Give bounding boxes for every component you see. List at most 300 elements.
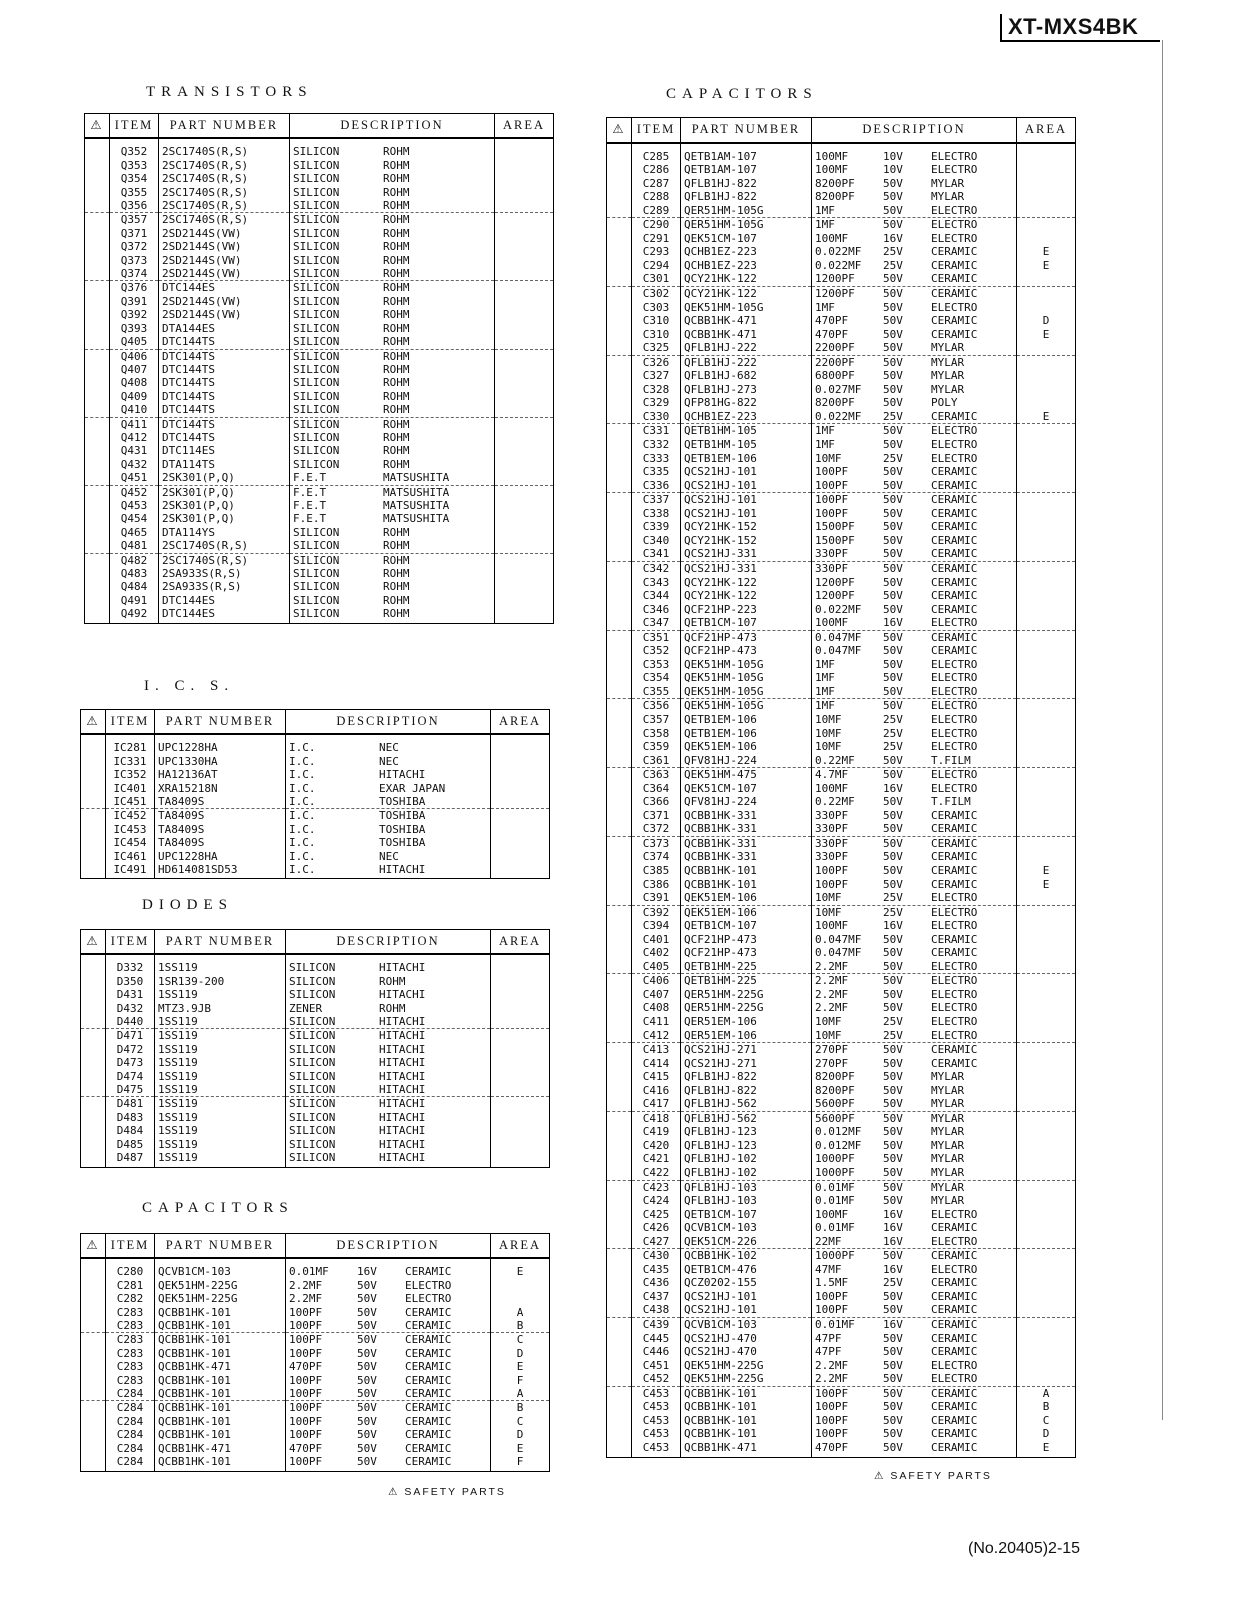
description-cell <box>290 199 495 213</box>
voltage-rating: 50V <box>883 300 903 314</box>
description-cell <box>812 822 1017 836</box>
table-row <box>81 1415 550 1428</box>
area-cell <box>1017 163 1076 177</box>
voltage-rating: 50V <box>883 1097 903 1111</box>
description-cell <box>290 138 495 158</box>
safety-mark-cell <box>85 281 110 295</box>
area-cell <box>1017 232 1076 246</box>
capacitor-type: ELECTRO <box>931 657 978 671</box>
table-row <box>607 699 1076 713</box>
capacitor-type: CERAMIC <box>931 245 978 259</box>
area-cell <box>1017 383 1076 397</box>
table-row <box>85 349 554 363</box>
description-cell <box>286 1056 491 1069</box>
item-cell: Q391 <box>110 295 159 308</box>
voltage-rating: 50V <box>357 1428 377 1442</box>
component-type: SILICON <box>293 240 340 254</box>
safety-mark-cell <box>607 960 632 974</box>
voltage-rating: 50V <box>357 1401 377 1415</box>
item-cell: Q482 <box>110 553 159 567</box>
item-cell: D332 <box>106 954 155 974</box>
safety-mark-cell <box>81 1056 106 1069</box>
area-cell <box>495 335 554 349</box>
voltage-rating: 50V <box>883 1070 903 1084</box>
description-cell <box>290 159 495 172</box>
capacitor-type: CERAMIC <box>931 589 978 603</box>
part-number-cell: 1SS119 <box>155 988 286 1001</box>
safety-mark-cell <box>607 974 632 988</box>
part-number-cell: QCBB1HK-101 <box>681 1400 812 1414</box>
part-number-cell: QFLB1HJ-103 <box>681 1180 812 1194</box>
capacitance-value: 0.022MF <box>815 409 862 423</box>
safety-mark-cell <box>81 768 106 781</box>
table-row <box>85 431 554 444</box>
description-cell <box>812 685 1017 699</box>
ics-title: I. C. S. <box>144 678 235 694</box>
description-cell <box>290 363 495 376</box>
safety-mark-cell <box>607 919 632 933</box>
safety-mark-cell <box>607 754 632 768</box>
item-cell: C341 <box>632 547 681 561</box>
description-cell <box>812 1125 1017 1139</box>
voltage-rating: 50V <box>883 1440 903 1454</box>
item-cell: C437 <box>632 1290 681 1304</box>
item-cell: C406 <box>632 974 681 988</box>
safety-mark-cell <box>607 782 632 796</box>
area-cell <box>495 138 554 158</box>
description-cell <box>812 891 1017 905</box>
description-cell <box>812 782 1017 796</box>
safety-mark-cell <box>607 836 632 850</box>
table-row <box>607 177 1076 191</box>
capacitor-type: CERAMIC <box>931 561 978 575</box>
description-cell <box>812 576 1017 590</box>
safety-mark-cell <box>85 471 110 485</box>
area-cell <box>1017 1303 1076 1317</box>
part-number-cell: QCY21HK-122 <box>681 576 812 590</box>
item-cell: D483 <box>106 1111 155 1124</box>
component-type: SILICON <box>293 294 340 308</box>
capacitance-value: 1MF <box>815 203 835 217</box>
part-number-cell: QETB1CM-107 <box>681 1208 812 1222</box>
manufacturer: ROHM <box>383 213 410 227</box>
description-cell <box>290 458 495 471</box>
area-cell <box>491 1279 550 1292</box>
voltage-rating: 50V <box>883 369 903 383</box>
safety-mark-cell <box>607 177 632 191</box>
capacitance-value: 47PF <box>815 1345 842 1359</box>
capacitor-type: CERAMIC <box>931 314 978 328</box>
table-row <box>81 1043 550 1056</box>
part-number-cell: QER51EM-106 <box>681 1015 812 1029</box>
component-type: SILICON <box>293 362 340 376</box>
capacitance-value: 1500PF <box>815 533 855 547</box>
table-row <box>81 1455 550 1471</box>
safety-mark-cell <box>607 1249 632 1263</box>
component-type: F.E.T <box>293 471 327 485</box>
item-cell: Q352 <box>110 138 159 158</box>
safety-mark-cell <box>607 1152 632 1166</box>
area-cell <box>491 988 550 1001</box>
area-cell <box>1017 576 1076 590</box>
area-cell <box>1017 727 1076 741</box>
diodes-title: DIODES <box>142 897 233 913</box>
table-row <box>81 863 550 879</box>
voltage-rating: 50V <box>883 644 903 658</box>
description-cell <box>812 163 1017 177</box>
manufacturer: MATSUSHITA <box>383 512 450 526</box>
voltage-rating: 50V <box>883 176 903 190</box>
item-cell: Q431 <box>110 444 159 457</box>
safety-mark-cell <box>81 1306 106 1319</box>
area-cell <box>491 1292 550 1305</box>
part-number-cell: DTC144ES <box>159 607 290 623</box>
capacitance-value: 0.047MF <box>815 932 862 946</box>
capacitance-value: 1200PF <box>815 575 855 589</box>
safety-mark-cell <box>607 1221 632 1235</box>
table-row <box>85 539 554 553</box>
voltage-rating: 50V <box>883 396 903 410</box>
table-row <box>81 734 550 754</box>
capacitance-value: 2200PF <box>815 355 855 369</box>
part-number-cell: QFLB1HJ-123 <box>681 1139 812 1153</box>
area-cell <box>1017 1139 1076 1153</box>
part-number-cell: 1SR139-200 <box>155 975 286 988</box>
description-cell <box>286 809 491 823</box>
capacitance-value: 330PF <box>815 836 849 850</box>
voltage-rating: 50V <box>357 1278 377 1292</box>
table-row <box>81 1442 550 1455</box>
part-number-cell: QCBB1HK-101 <box>155 1374 286 1387</box>
capacitance-value: 0.012MF <box>815 1125 862 1139</box>
capacitance-value: 2.2MF <box>815 959 849 973</box>
part-number-cell: QETB1HM-105 <box>681 438 812 452</box>
voltage-rating: 50V <box>883 822 903 836</box>
item-cell: C408 <box>632 1001 681 1015</box>
manufacturer: ROHM <box>383 240 410 254</box>
voltage-rating: 50V <box>883 341 903 355</box>
capacitor-type: CERAMIC <box>405 1455 452 1469</box>
area-cell <box>1017 1152 1076 1166</box>
part-number-cell: QFP81HG-822 <box>681 396 812 410</box>
description-cell <box>286 1360 491 1373</box>
area-cell <box>491 823 550 836</box>
capacitance-value: 1MF <box>815 657 835 671</box>
capacitor-type: CERAMIC <box>931 630 978 644</box>
description-cell <box>812 974 1017 988</box>
ics-table <box>80 709 550 879</box>
description-cell <box>812 1427 1017 1441</box>
safety-mark-cell <box>607 314 632 328</box>
voltage-rating: 25V <box>883 712 903 726</box>
safety-mark-cell <box>81 1279 106 1292</box>
table-row <box>607 754 1076 768</box>
description-cell <box>812 1386 1017 1400</box>
voltage-rating: 50V <box>883 1303 903 1317</box>
capacitor-type: ELECTRO <box>931 1262 978 1276</box>
safety-mark-cell <box>607 740 632 754</box>
area-cell <box>495 172 554 185</box>
capacitance-value: 0.01MF <box>815 1194 855 1208</box>
description-cell <box>812 864 1017 878</box>
table-row <box>81 1360 550 1373</box>
area-cell: E <box>1017 410 1076 424</box>
part-number-cell: 1SS119 <box>155 1138 286 1151</box>
description-cell <box>812 1303 1017 1317</box>
component-type: I.C. <box>289 781 316 795</box>
col-desc-header: DESCRIPTION <box>286 710 491 735</box>
area-cell: B <box>491 1319 550 1333</box>
capacitance-value: 0.047MF <box>815 946 862 960</box>
area-cell <box>491 1097 550 1111</box>
capacitance-value: 2.2MF <box>815 1358 849 1372</box>
area-cell <box>1017 782 1076 796</box>
description-cell <box>812 740 1017 754</box>
item-cell: C335 <box>632 465 681 479</box>
component-type: SILICON <box>293 417 340 431</box>
voltage-rating: 50V <box>883 808 903 822</box>
description-cell <box>812 589 1017 603</box>
safety-mark-cell <box>85 444 110 457</box>
item-cell: C430 <box>632 1249 681 1263</box>
safety-mark-cell <box>81 1015 106 1029</box>
component-type: I.C. <box>289 754 316 768</box>
area-cell: F <box>491 1455 550 1471</box>
item-cell: Q432 <box>110 458 159 471</box>
manufacturer: ROHM <box>383 444 410 458</box>
component-type: SILICON <box>293 281 340 295</box>
description-cell <box>290 594 495 607</box>
item-cell: C451 <box>632 1359 681 1373</box>
capacitor-type: ELECTRO <box>931 163 978 177</box>
part-number-cell: QFV81HJ-224 <box>681 754 812 768</box>
description-cell <box>812 232 1017 246</box>
item-cell: Q357 <box>110 213 159 227</box>
item-cell: C287 <box>632 177 681 191</box>
part-number-cell: XRA15218N <box>155 782 286 795</box>
area-cell: E <box>1017 245 1076 259</box>
table-row <box>607 232 1076 246</box>
safety-mark-cell <box>607 1359 632 1373</box>
area-cell <box>1017 822 1076 836</box>
item-cell: Q410 <box>110 403 159 417</box>
safety-mark-cell <box>81 863 106 879</box>
safety-mark-cell <box>85 485 110 499</box>
area-cell <box>495 213 554 227</box>
item-cell: Q465 <box>110 526 159 539</box>
part-number-cell: QCF21HP-473 <box>681 644 812 658</box>
item-cell: Q484 <box>110 580 159 593</box>
item-cell: C326 <box>632 355 681 369</box>
capacitance-value: 100MF <box>815 1207 849 1221</box>
capacitance-value: 10MF <box>815 1028 842 1042</box>
table-row <box>85 444 554 457</box>
description-cell <box>290 227 495 240</box>
description-cell <box>286 1333 491 1347</box>
area-cell <box>495 499 554 512</box>
description-cell <box>812 314 1017 328</box>
voltage-rating: 25V <box>883 891 903 905</box>
col-mark-header: ⚠ <box>81 1234 106 1259</box>
safety-mark-cell <box>607 465 632 479</box>
table-row <box>85 295 554 308</box>
component-type: SILICON <box>293 321 340 335</box>
manufacturer: ROHM <box>379 974 406 988</box>
part-number-cell: QCS21HJ-101 <box>681 1303 812 1317</box>
part-number-cell: QCY21HK-152 <box>681 520 812 534</box>
table-row <box>81 1279 550 1292</box>
item-cell: C394 <box>632 919 681 933</box>
safety-mark-cell <box>81 1442 106 1455</box>
table-row <box>81 1002 550 1015</box>
voltage-rating: 50V <box>883 506 903 520</box>
page-number: (No.20405)2-15 <box>968 1540 1081 1557</box>
manufacturer: HITACHI <box>379 768 426 782</box>
safety-mark-cell <box>607 259 632 273</box>
safety-mark-cell <box>607 822 632 836</box>
capacitance-value: 1MF <box>815 671 835 685</box>
voltage-rating: 50V <box>357 1360 377 1374</box>
part-number-cell: DTC114ES <box>159 444 290 457</box>
table-row <box>607 1427 1076 1441</box>
voltage-rating: 50V <box>883 478 903 492</box>
safety-mark-cell <box>607 1180 632 1194</box>
table-row <box>607 1221 1076 1235</box>
description-cell <box>290 308 495 321</box>
capacitance-value: 0.022MF <box>815 602 862 616</box>
table-row <box>81 1097 550 1111</box>
description-cell <box>812 245 1017 259</box>
safety-mark-cell <box>607 658 632 672</box>
item-cell: C414 <box>632 1057 681 1071</box>
safety-mark-cell <box>85 335 110 349</box>
part-number-cell: QCF21HP-473 <box>681 946 812 960</box>
area-cell <box>495 376 554 389</box>
area-cell <box>1017 1235 1076 1249</box>
model-number: XT-MXS4BK <box>1000 14 1138 40</box>
area-cell <box>495 567 554 580</box>
area-cell <box>1017 768 1076 782</box>
part-number-cell: QCBB1HK-471 <box>681 328 812 342</box>
area-cell <box>491 1056 550 1069</box>
table-row <box>85 281 554 295</box>
component-type: SILICON <box>293 145 340 159</box>
description-cell <box>286 1015 491 1029</box>
item-cell: C281 <box>106 1279 155 1292</box>
area-cell <box>1017 1332 1076 1346</box>
description-cell <box>812 218 1017 232</box>
capacitor-type: CERAMIC <box>931 1331 978 1345</box>
description-cell <box>290 567 495 580</box>
safety-mark-cell <box>85 431 110 444</box>
component-type: SILICON <box>289 1151 336 1165</box>
description-cell <box>812 644 1017 658</box>
manufacturer: NEC <box>379 754 399 768</box>
description-cell <box>290 186 495 199</box>
item-cell: C351 <box>632 630 681 644</box>
area-cell <box>491 782 550 795</box>
voltage-rating: 16V <box>357 1265 377 1279</box>
area-cell <box>491 1138 550 1151</box>
area-cell <box>1017 1194 1076 1208</box>
area-cell <box>1017 685 1076 699</box>
description-cell <box>286 1138 491 1151</box>
description-cell <box>812 1070 1017 1084</box>
area-cell: A <box>1017 1386 1076 1400</box>
col-part-header: PART NUMBER <box>681 118 812 143</box>
description-cell <box>812 143 1017 164</box>
item-cell: C452 <box>632 1372 681 1386</box>
item-cell: Q409 <box>110 390 159 403</box>
table-row <box>607 314 1076 328</box>
safety-mark-cell <box>81 1455 106 1471</box>
part-number-cell: QETB1HM-225 <box>681 974 812 988</box>
area-cell <box>1017 520 1076 534</box>
item-cell: D472 <box>106 1043 155 1056</box>
table-row <box>81 755 550 768</box>
item-cell: Q354 <box>110 172 159 185</box>
capacitor-type: CERAMIC <box>405 1319 452 1333</box>
part-number-cell: DTA144ES <box>159 322 290 335</box>
part-number-cell: QCS21HJ-331 <box>681 561 812 575</box>
item-cell: C416 <box>632 1084 681 1098</box>
voltage-rating: 50V <box>883 589 903 603</box>
part-number-cell: 1SS119 <box>155 1097 286 1111</box>
item-cell: C425 <box>632 1208 681 1222</box>
part-number-cell: QCBB1HK-331 <box>681 850 812 864</box>
item-cell: C411 <box>632 1015 681 1029</box>
area-cell <box>1017 301 1076 315</box>
safety-mark-cell <box>607 1001 632 1015</box>
capacitance-value: 100PF <box>815 1400 849 1414</box>
area-cell <box>495 199 554 213</box>
component-type: SILICON <box>293 376 340 390</box>
item-cell: C329 <box>632 396 681 410</box>
component-type: ZENER <box>289 1001 323 1015</box>
area-cell: C <box>1017 1414 1076 1428</box>
item-cell: C361 <box>632 754 681 768</box>
margin-rule <box>1162 40 1163 1420</box>
safety-mark-cell <box>607 369 632 383</box>
description-cell <box>812 1208 1017 1222</box>
capacitance-value: 8200PF <box>815 396 855 410</box>
area-cell <box>1017 1125 1076 1139</box>
part-number-cell: 2SK301(P,Q) <box>159 471 290 485</box>
capacitor-type: CERAMIC <box>931 1043 978 1057</box>
capacitance-value: 470PF <box>815 327 849 341</box>
capacitor-type: ELECTRO <box>405 1292 452 1306</box>
safety-mark-cell <box>85 526 110 539</box>
part-number-cell: QCY21HK-122 <box>681 589 812 603</box>
table-row <box>607 685 1076 699</box>
capacitor-type: ELECTRO <box>931 424 978 438</box>
area-cell: C <box>491 1333 550 1347</box>
capacitance-value: 0.022MF <box>815 245 862 259</box>
capacitor-type: CERAMIC <box>931 1427 978 1441</box>
capacitor-type: CERAMIC <box>931 1303 978 1317</box>
table-row <box>607 245 1076 259</box>
capacitance-value: 330PF <box>815 808 849 822</box>
voltage-rating: 50V <box>883 533 903 547</box>
manufacturer: ROHM <box>383 580 410 594</box>
manufacturer: HITACHI <box>379 1056 426 1070</box>
component-type: F.E.T <box>293 498 327 512</box>
manufacturer: ROHM <box>383 199 410 213</box>
part-number-cell: QFLB1HJ-562 <box>681 1097 812 1111</box>
part-number-cell: QFLB1HJ-822 <box>681 190 812 204</box>
capacitor-type: ELECTRO <box>931 712 978 726</box>
area-cell <box>1017 452 1076 466</box>
